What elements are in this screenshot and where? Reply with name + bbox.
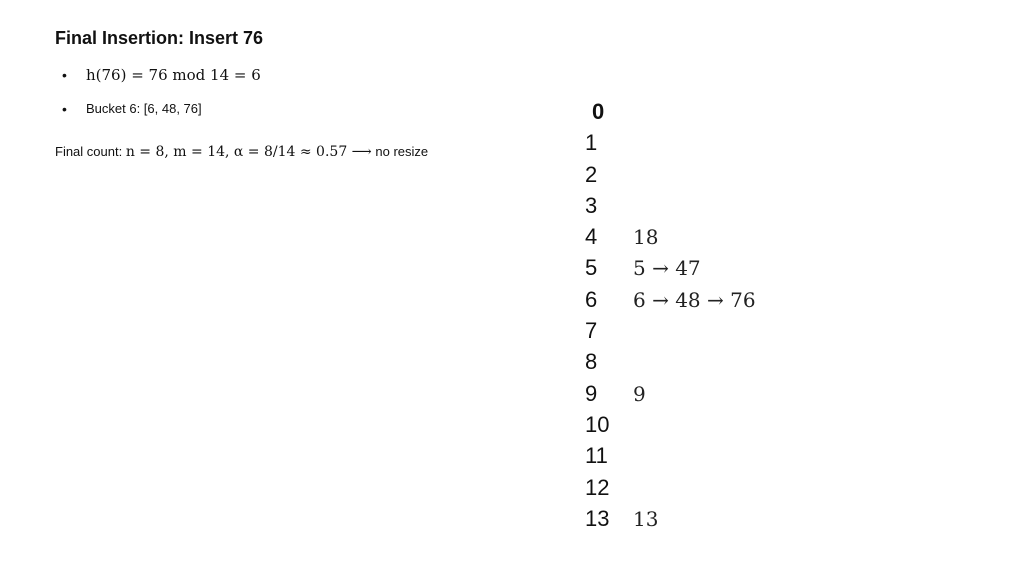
bucket-row-12 <box>585 472 845 503</box>
bullet-list <box>62 62 261 126</box>
hash-table <box>585 96 845 534</box>
slide-title: Final Insertion: Insert 76 <box>55 28 264 48</box>
bucket-index: 7 <box>585 318 598 344</box>
bucket-index: 13 <box>585 505 610 531</box>
bucket-index: 11 <box>585 443 608 469</box>
bucket-chain: 5 → 47 <box>633 256 701 281</box>
bucket-row-6 <box>585 284 845 315</box>
bucket-index: 6 <box>585 286 598 312</box>
bucket-row-3 <box>585 190 845 221</box>
bucket-row-7 <box>585 315 845 346</box>
bucket-index: 8 <box>585 349 598 375</box>
bucket-chain: 18 <box>633 225 659 250</box>
bullet-hash-computation <box>62 62 261 96</box>
bucket-index: 5 <box>585 255 598 281</box>
bucket-row-10 <box>585 409 845 440</box>
bucket-row-9 <box>585 378 845 409</box>
bucket-row-8 <box>585 346 845 377</box>
final-count-suffix: no resize <box>371 144 429 159</box>
bucket-index: 9 <box>585 380 598 406</box>
hash-formula: h(76) = 76 mod 14 = 6 <box>86 66 261 84</box>
bucket-chain: 9 <box>633 381 646 406</box>
bucket-row-5 <box>585 252 845 283</box>
bucket-row-2 <box>585 159 845 190</box>
bucket-index: 10 <box>585 411 610 437</box>
bucket-contents-text: Bucket 6: [6, 48, 76] <box>86 101 202 116</box>
bucket-row-13 <box>585 503 845 534</box>
bucket-index: 4 <box>585 224 598 250</box>
bucket-index: 2 <box>585 161 598 187</box>
bucket-chain: 13 <box>633 506 659 531</box>
final-count-math: n = 8, m = 14, α = 8/14 ≈ 0.57 ⟶ <box>125 144 372 160</box>
final-count-label: Final count: <box>55 144 126 159</box>
final-count-line <box>55 140 428 164</box>
bucket-index: 1 <box>585 130 598 156</box>
bucket-row-11 <box>585 440 845 471</box>
bucket-chain: 6 → 48 → 76 <box>633 287 756 312</box>
bucket-index: 0 <box>592 99 605 124</box>
bullet-bucket-contents <box>62 96 261 126</box>
bucket-index: 12 <box>585 474 610 500</box>
bucket-index: 3 <box>585 192 598 218</box>
bucket-row-4 <box>585 221 845 252</box>
bucket-row-1 <box>585 127 845 158</box>
bucket-row-0 <box>585 96 845 127</box>
